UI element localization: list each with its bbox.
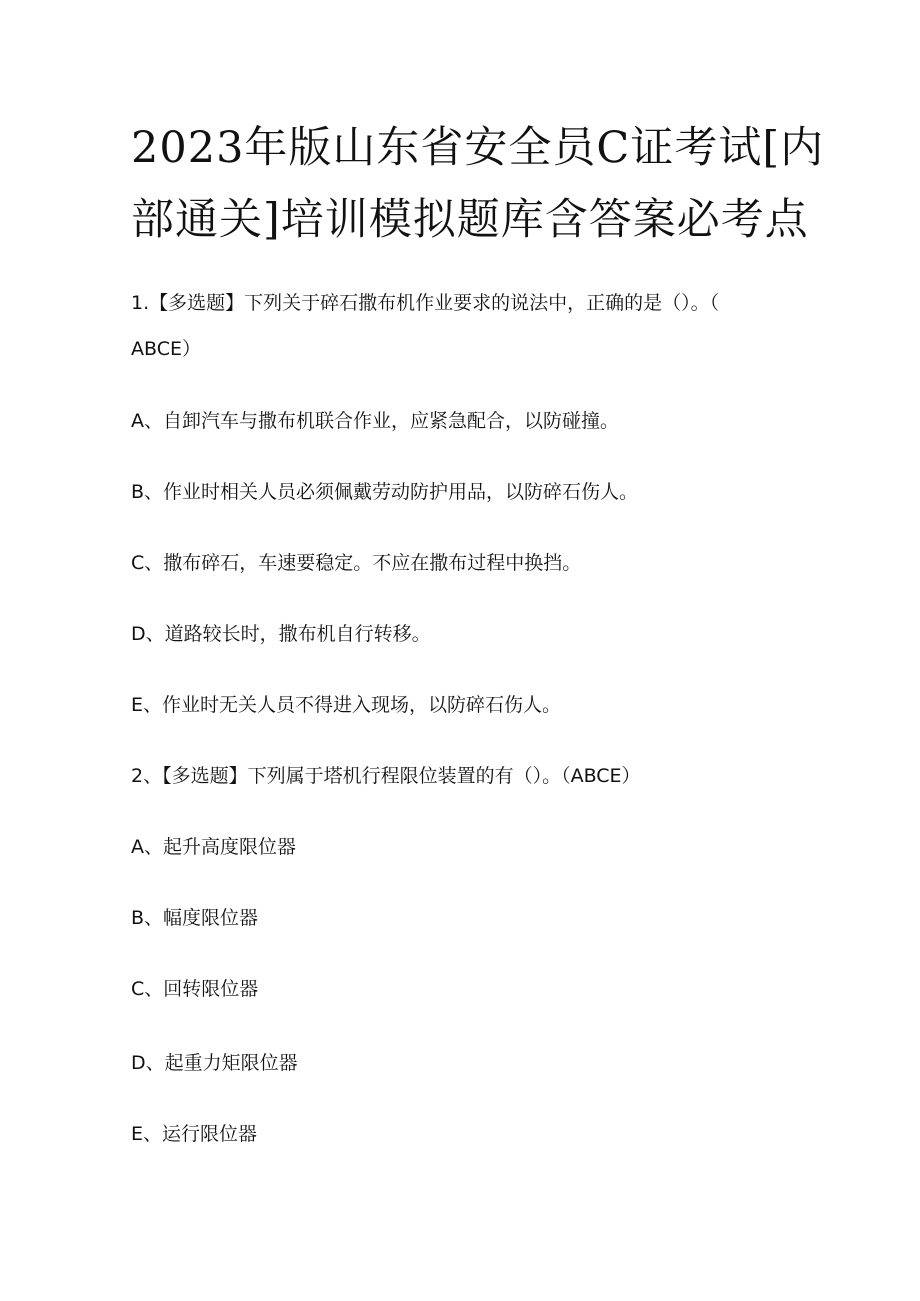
question-1-stem: 1.【多选题】下列关于碎石撒布机作业要求的说法中，正确的是（）。（	[131, 292, 720, 314]
question-1-option-e: E、作业时无关人员不得进入现场，以防碎石伤人。	[131, 694, 562, 716]
question-1-option-b: B、作业时相关人员必须佩戴劳动防护用品，以防碎石伤人。	[131, 481, 639, 503]
question-2-option-d: D、起重力矩限位器	[131, 1052, 298, 1074]
question-1-answer: ABCE）	[131, 338, 201, 360]
question-1-option-c: C、撒布碎石，车速要稳定。不应在撒布过程中换挡。	[131, 552, 582, 574]
document-title	[131, 112, 825, 256]
question-1-option-d: D、道路较长时，撒布机自行转移。	[131, 623, 431, 645]
question-2-option-e: E、运行限位器	[131, 1123, 258, 1145]
question-2-option-b: B、幅度限位器	[131, 907, 259, 929]
document-title-line-2: 部通关]培训模拟题库含答案必考点	[131, 195, 809, 245]
document-title-line-1: 2023年版山东省安全员C证考试[内	[131, 123, 825, 173]
question-2-option-a: A、起升高度限位器	[131, 836, 296, 858]
question-2-option-c: C、回转限位器	[131, 978, 259, 1000]
question-2-stem: 2、【多选题】下列属于塔机行程限位装置的有（）。（ABCE）	[131, 765, 641, 787]
question-1-option-a: A、自卸汽车与撒布机联合作业，应紧急配合，以防碰撞。	[131, 410, 619, 432]
